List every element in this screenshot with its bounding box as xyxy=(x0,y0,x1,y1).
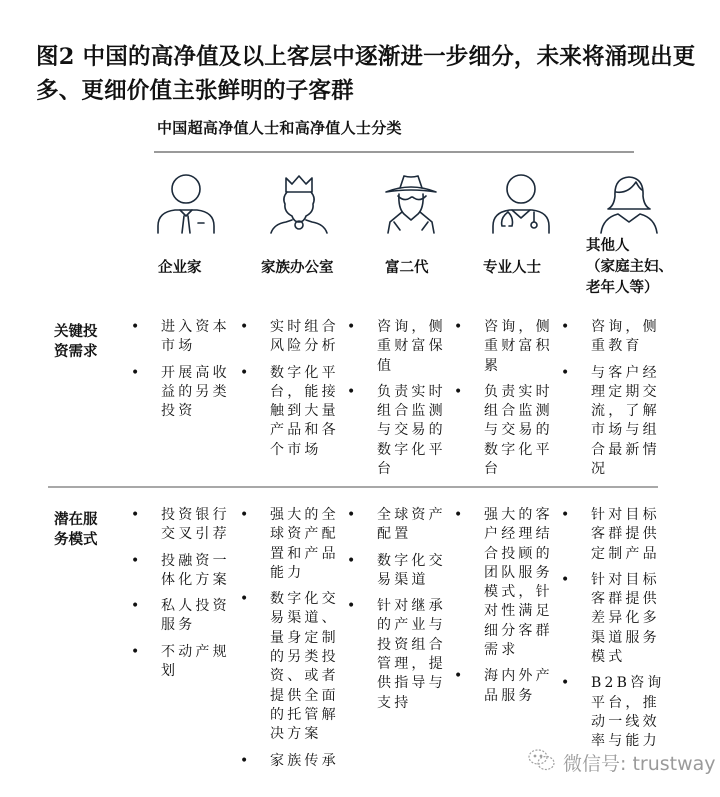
list-item: • 开展高收益的另类投资 xyxy=(131,364,230,420)
list-item: • 实时组合风险分析 xyxy=(240,319,339,355)
needs-entrepreneur xyxy=(131,318,241,428)
row-label-service-models xyxy=(54,510,104,550)
row-label-key-needs-line2: 资需求 xyxy=(54,343,98,360)
list-item: • 数字化平台，能接触到大量产品和各个市场 xyxy=(240,364,339,458)
list-item: • 数字化交易渠道 xyxy=(347,552,446,588)
list-item: • 针对继承的产业与投资组合管理，提供指导与支持 xyxy=(347,598,446,711)
row-label-key-needs xyxy=(54,322,104,362)
list-item: • 不动产规划 xyxy=(131,643,230,680)
list-item: • 投融资一体化方案 xyxy=(131,552,230,588)
services-others xyxy=(561,506,671,759)
services-family-office xyxy=(240,506,350,778)
segment-name-professionals: 专业人士 xyxy=(483,259,541,276)
woman-icon xyxy=(598,172,660,234)
list-item: • 咨询，侧重财富积累 xyxy=(454,319,553,374)
list-item: • 针对目标客群提供定制产品 xyxy=(561,507,660,562)
needs-professionals xyxy=(454,318,564,486)
figure-title: 图2 中国的高净值及以上客层中逐渐进一步细分，未来将涌现出更多、更细价值主张鲜明的子客群 xyxy=(36,44,696,104)
businessman-icon xyxy=(155,172,217,234)
list-item: • 家族传承 xyxy=(240,752,339,769)
watermark-text: 微信号: trustway xyxy=(563,753,716,775)
row-label-key-needs-line1: 关键投 xyxy=(54,323,98,340)
list-item: • 数字化交易渠道、量身定制的另类投资、或者提供全面的托管解决方案 xyxy=(240,591,339,743)
list-item: • B2B咨询平台，推动一线效率与能力 xyxy=(561,675,665,750)
list-item: • 负责实时组合监测与交易的数字化平台 xyxy=(454,383,553,478)
row-label-service-models-line1: 潜在服 xyxy=(54,511,98,528)
list-item: • 全球资产配置 xyxy=(347,507,446,543)
row-divider xyxy=(48,486,658,488)
segment-name-others-line2: （家庭主妇、 xyxy=(586,258,673,275)
services-entrepreneur xyxy=(131,506,241,688)
list-item: • 咨询，侧重财富保值 xyxy=(347,319,446,374)
list-item: • 负责实时组合监测与交易的数字化平台 xyxy=(347,383,446,478)
needs-family-office xyxy=(240,318,350,467)
top-divider xyxy=(154,151,634,153)
list-item: • 投资银行交叉引荐 xyxy=(131,507,230,543)
list-item: • 强大的客户经理结合投顾的团队服务模式，针对性满足细分客群需求 xyxy=(454,507,553,659)
segment-name-family-office: 家族办公室 xyxy=(261,259,334,276)
segment-name-others-line1: 其他人 xyxy=(586,237,630,254)
crowned-person-icon xyxy=(268,172,330,234)
hat-sunglasses-person-icon xyxy=(380,172,442,234)
segment-name-rich-second-gen: 富二代 xyxy=(385,259,429,276)
needs-others xyxy=(561,318,671,486)
needs-rich-second-gen xyxy=(347,318,457,486)
list-item: • 海内外产品服务 xyxy=(454,668,553,704)
list-item: • 强大的全球资产配置和产品能力 xyxy=(240,507,339,581)
list-item: • 私人投资服务 xyxy=(131,598,230,634)
list-item: • 针对目标客群提供差异化多渠道服务模式 xyxy=(561,571,660,666)
wechat-icon xyxy=(527,748,557,777)
services-professionals xyxy=(454,506,564,713)
doctor-stethoscope-icon xyxy=(490,172,552,234)
row-label-service-models-line2: 务模式 xyxy=(54,531,98,548)
figure-subtitle: 中国超高净值人士和高净值人士分类 xyxy=(157,119,402,137)
segment-name-others xyxy=(586,235,673,298)
segment-name-others-line3: 老年人等） xyxy=(586,279,659,296)
segment-name-entrepreneur: 企业家 xyxy=(158,259,202,276)
services-rich-second-gen xyxy=(347,506,457,720)
watermark xyxy=(527,748,716,777)
list-item: • 咨询，侧重教育 xyxy=(561,319,660,355)
list-item: • 进入资本市场 xyxy=(131,319,230,355)
list-item: • 与客户经理定期交流，了解市场与组合最新情况 xyxy=(561,364,660,478)
